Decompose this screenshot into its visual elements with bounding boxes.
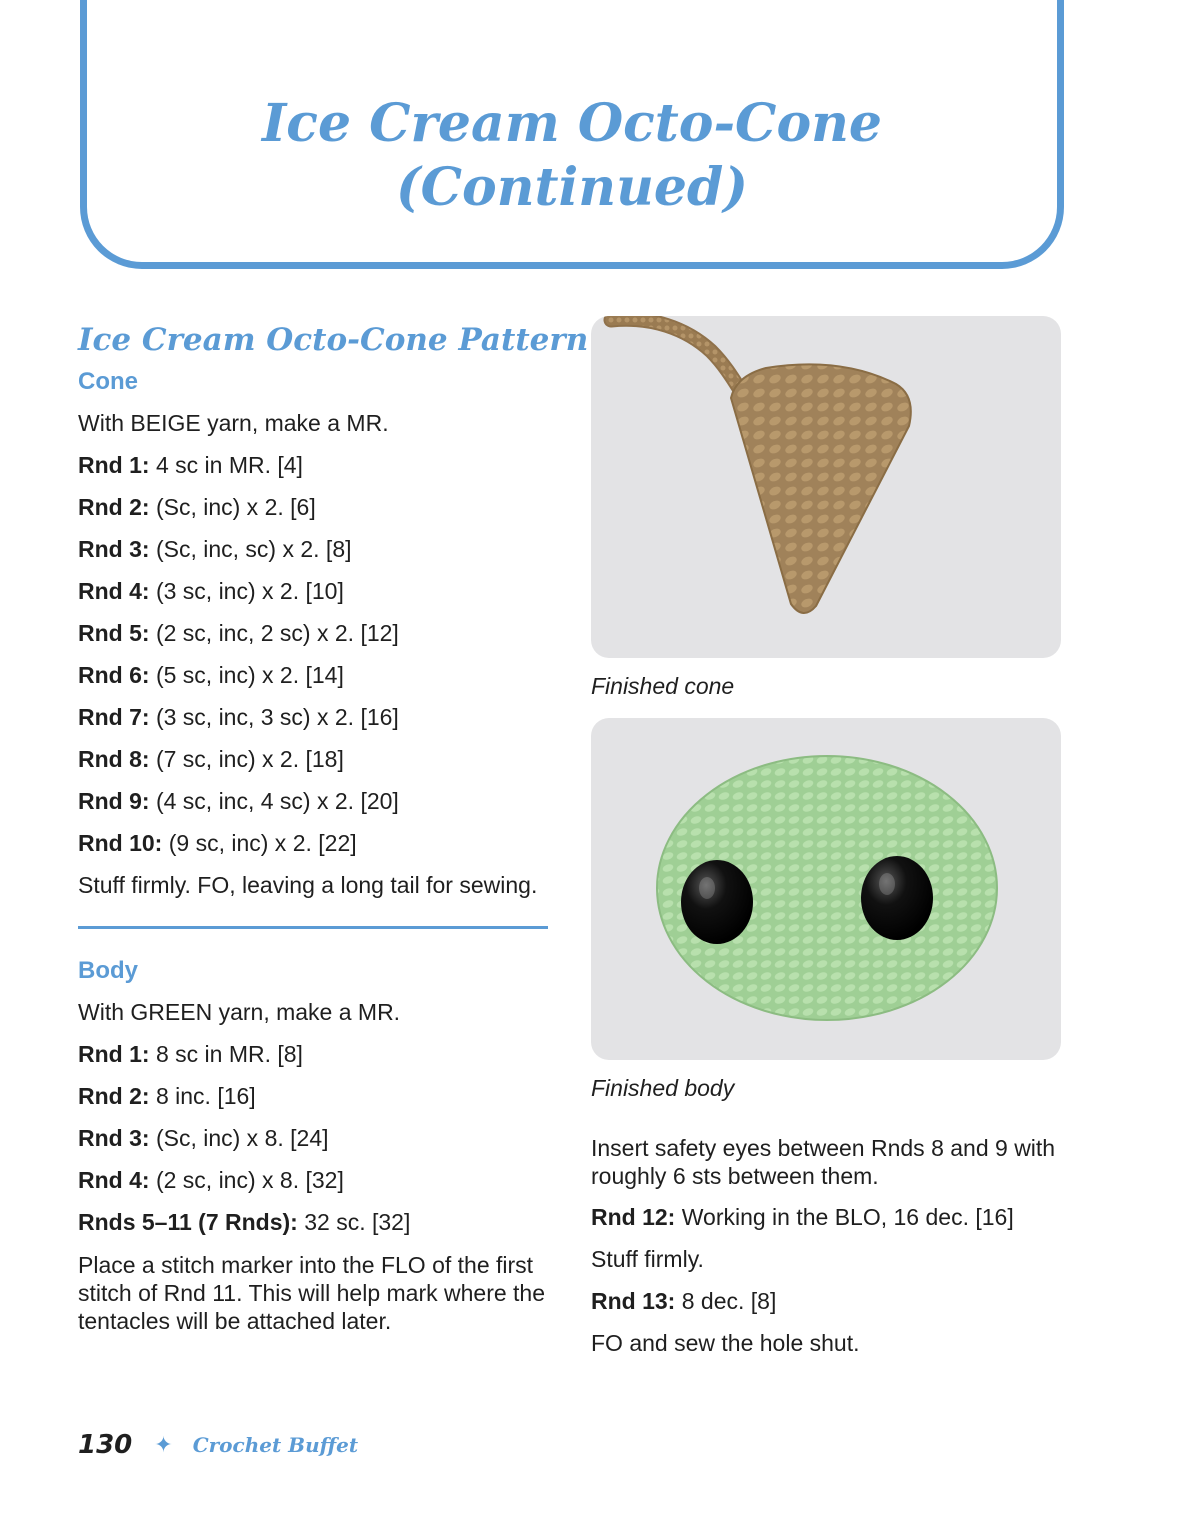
- right-column: [591, 316, 1061, 1364]
- cone-photo: [591, 316, 1061, 658]
- cone-round: Rnd 2: (Sc, inc) x 2. [6]: [78, 494, 316, 520]
- round-12: Rnd 12: Working in the BLO, 16 dec. [16]: [591, 1204, 1014, 1230]
- cone-round: Rnd 8: (7 sc, inc) x 2. [18]: [78, 746, 344, 772]
- cone-round: Rnd 7: (3 sc, inc, 3 sc) x 2. [16]: [78, 704, 399, 730]
- sparkle-icon: ✦: [154, 1432, 173, 1458]
- body-round: Rnds 5–11 (7 Rnds): 32 sc. [32]: [78, 1209, 411, 1235]
- book-title: Crochet Buffet: [192, 1433, 359, 1457]
- cone-round: Rnd 3: (Sc, inc, sc) x 2. [8]: [78, 536, 352, 562]
- cone-round: Rnd 1: 4 sc in MR. [4]: [78, 452, 303, 478]
- body-heading: Body: [78, 957, 138, 984]
- cone-round: Rnd 9: (4 sc, inc, 4 sc) x 2. [20]: [78, 788, 399, 814]
- body-photo: [591, 718, 1061, 1060]
- section-divider: [78, 926, 548, 929]
- title-line-1: Ice Cream Octo-Cone: [261, 93, 883, 154]
- page-title: [80, 92, 1064, 220]
- body-caption: Finished body: [591, 1075, 735, 1101]
- finish-note: FO and sew the hole shut.: [591, 1330, 860, 1356]
- body-round: Rnd 4: (2 sc, inc) x 8. [32]: [78, 1167, 344, 1193]
- left-column: [78, 318, 589, 1335]
- round-13: Rnd 13: 8 dec. [8]: [591, 1288, 777, 1314]
- cone-round: Rnd 10: (9 sc, inc) x 2. [22]: [78, 830, 357, 856]
- body-intro: With GREEN yarn, make a MR.: [78, 999, 401, 1025]
- cone-heading: Cone: [78, 368, 138, 395]
- cone-round: Rnd 4: (3 sc, inc) x 2. [10]: [78, 578, 344, 604]
- cone-round: Rnd 5: (2 sc, inc, 2 sc) x 2. [12]: [78, 620, 399, 646]
- cone-finish: Stuff firmly. FO, leaving a long tail for sewing.: [78, 872, 538, 898]
- crochet-body-image: [591, 718, 1061, 1060]
- stitch-marker-note: Place a stitch marker into the FLO of the first stitch of Rnd 11. This will help mark where the tentacles will be attached later.: [78, 1252, 546, 1334]
- pattern-heading: Ice Cream Octo-Cone Pattern: [78, 322, 589, 358]
- safety-eyes-note: Insert safety eyes between Rnds 8 and 9 with roughly 6 sts between them.: [591, 1135, 1056, 1189]
- stuff-note: Stuff firmly.: [591, 1246, 704, 1272]
- body-round: Rnd 2: 8 inc. [16]: [78, 1083, 256, 1109]
- title-line-2: (Continued): [396, 157, 748, 218]
- cone-caption: Finished cone: [591, 673, 735, 699]
- body-round: Rnd 1: 8 sc in MR. [8]: [78, 1041, 303, 1067]
- page-footer: [78, 1430, 358, 1460]
- body-round: Rnd 3: (Sc, inc) x 8. [24]: [78, 1125, 329, 1151]
- cone-intro: With BEIGE yarn, make a MR.: [78, 410, 389, 436]
- page-number: 130: [78, 1430, 133, 1460]
- crochet-cone-image: [591, 316, 1061, 658]
- cone-round: Rnd 6: (5 sc, inc) x 2. [14]: [78, 662, 344, 688]
